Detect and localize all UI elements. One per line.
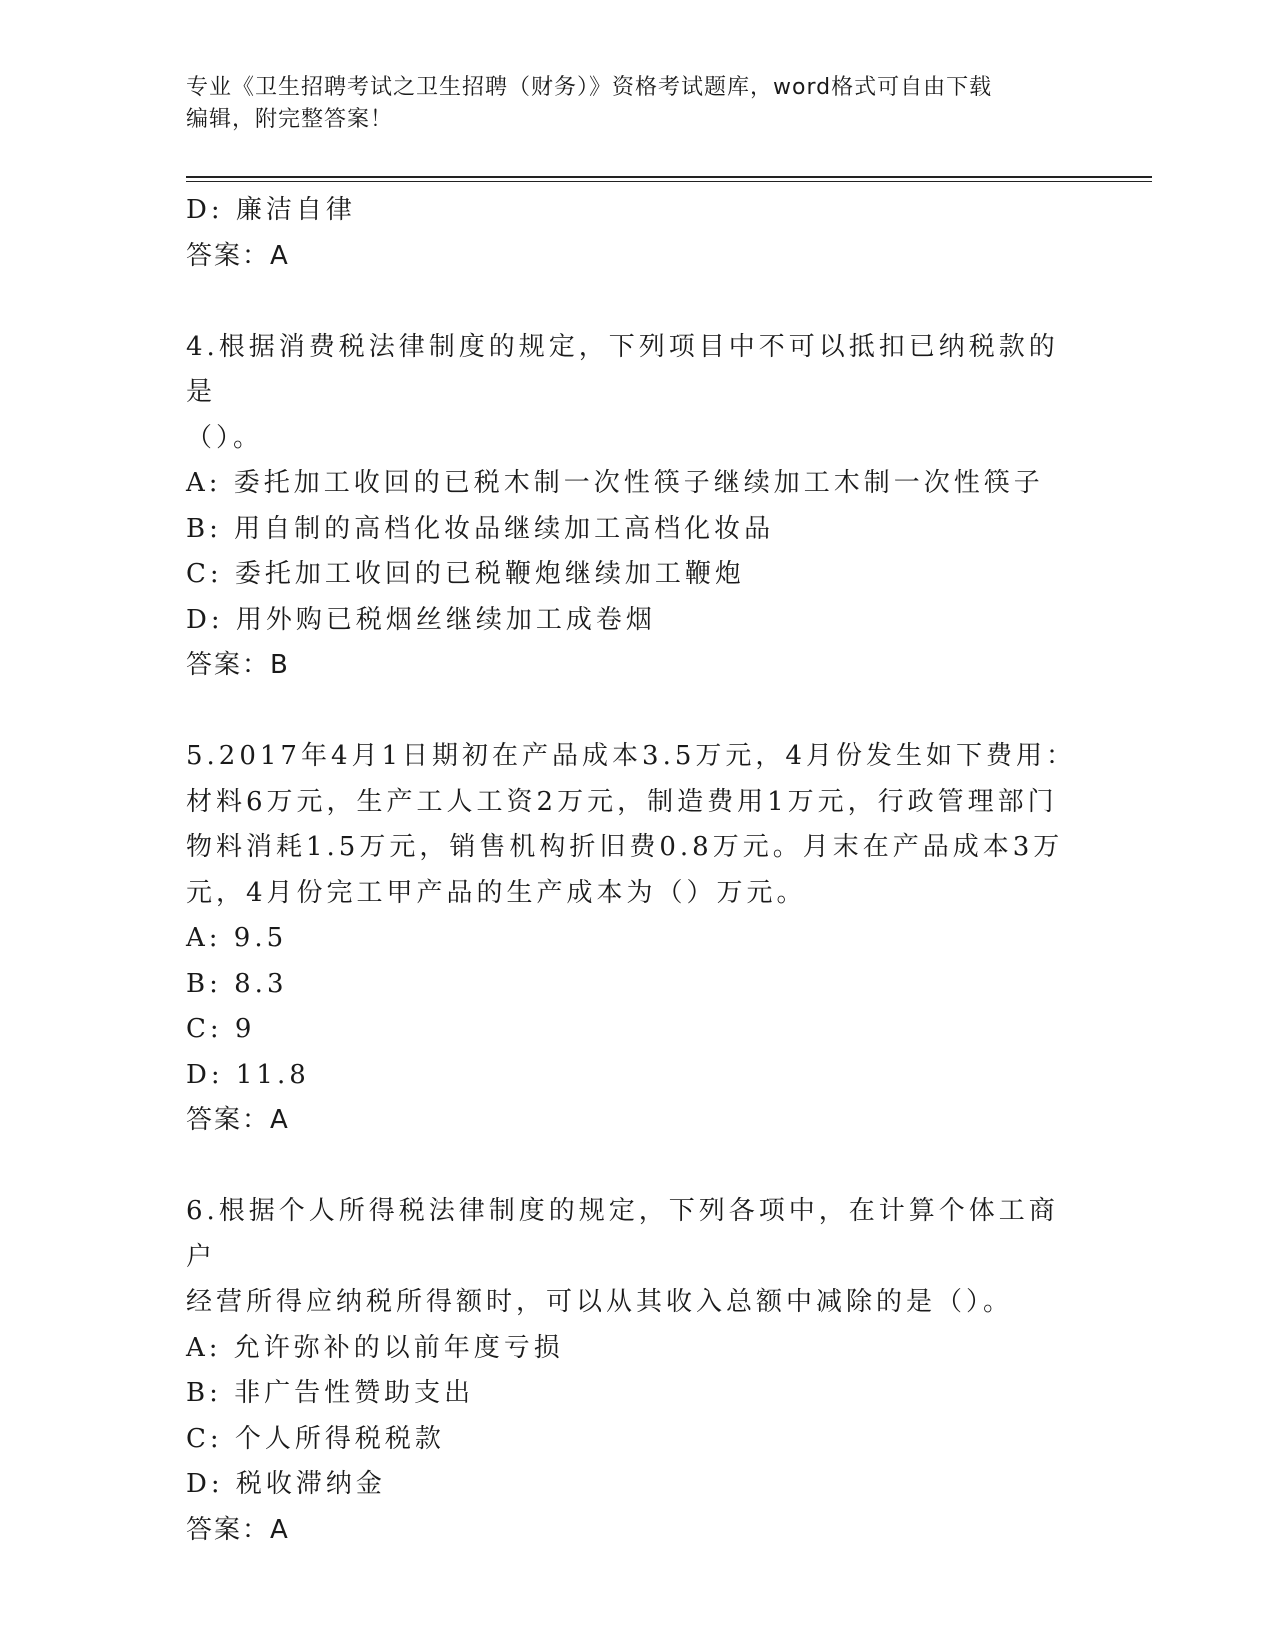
header-line-1: 专业《卫生招聘考试之卫生招聘（财务）》资格考试题库，word格式可自由下载 <box>186 75 993 100</box>
question-stem-line: 经营所得应纳税所得额时，可以从其收入总额中减除的是（）。 <box>186 1287 1014 1317</box>
header-divider-thin <box>186 181 1152 182</box>
option-d: D: 11.8 <box>186 1059 310 1090</box>
question-stem-line: （）。 <box>186 422 264 453</box>
question-stem-line: 材料6万元，生产工人工资2万元，制造费用1万元，行政管理部门 <box>186 786 1058 817</box>
answer-line: 答案：A <box>186 1514 290 1545</box>
option-a: A: 委托加工收回的已税木制一次性筷子继续加工木制一次性筷子 <box>186 468 1044 498</box>
question-stem-line: 元，4月份完工甲产品的生产成本为（）万元。 <box>186 877 807 908</box>
spacer <box>186 279 1086 325</box>
header-line-2: 编辑，附完整答案！ <box>186 107 394 132</box>
question-stem-line: 物料消耗1.5万元，销售机构折旧费0.8万元。月末在产品成本3万 <box>186 832 1064 862</box>
header-divider-thick <box>186 176 1152 178</box>
option-c: C: 9 <box>186 1014 256 1044</box>
option-c: C: 委托加工收回的已税鞭炮继续加工鞭炮 <box>186 559 745 589</box>
question-stem-line: 5.2017年4月1日期初在产品成本3.5万元，4月份发生如下费用： <box>186 741 1076 771</box>
question-6 <box>186 1189 1086 1553</box>
option-d: D: 用外购已税烟丝继续加工成卷烟 <box>186 604 656 635</box>
question-list <box>186 188 1086 1553</box>
option-c: C: 个人所得税税款 <box>186 1423 445 1454</box>
option-b: B: 用自制的高档化妆品继续加工高档化妆品 <box>186 513 775 544</box>
document-header <box>186 72 1066 136</box>
option-a: A: 允许弥补的以前年度亏损 <box>186 1332 564 1363</box>
option-b: B: 8.3 <box>186 968 288 999</box>
question-stem-line: 4.根据消费税法律制度的规定，下列项目中不可以抵扣已纳税款的是 <box>186 331 1059 407</box>
answer-line: 答案：A <box>186 240 290 271</box>
spacer <box>186 689 1086 735</box>
previous-question-tail <box>186 188 1086 279</box>
question-stem-line: 6.根据个人所得税法律制度的规定，下列各项中，在计算个体工商户 <box>186 1196 1059 1272</box>
question-4 <box>186 325 1086 689</box>
question-5 <box>186 734 1086 1144</box>
answer-line: 答案：A <box>186 1105 290 1135</box>
spacer <box>186 1144 1086 1190</box>
option-a: A: 9.5 <box>186 923 288 953</box>
option-d: D: 廉洁自律 <box>186 195 356 225</box>
answer-line: 答案：B <box>186 650 290 680</box>
option-b: B: 非广告性赞助支出 <box>186 1378 475 1408</box>
option-d: D: 税收滞纳金 <box>186 1469 386 1499</box>
